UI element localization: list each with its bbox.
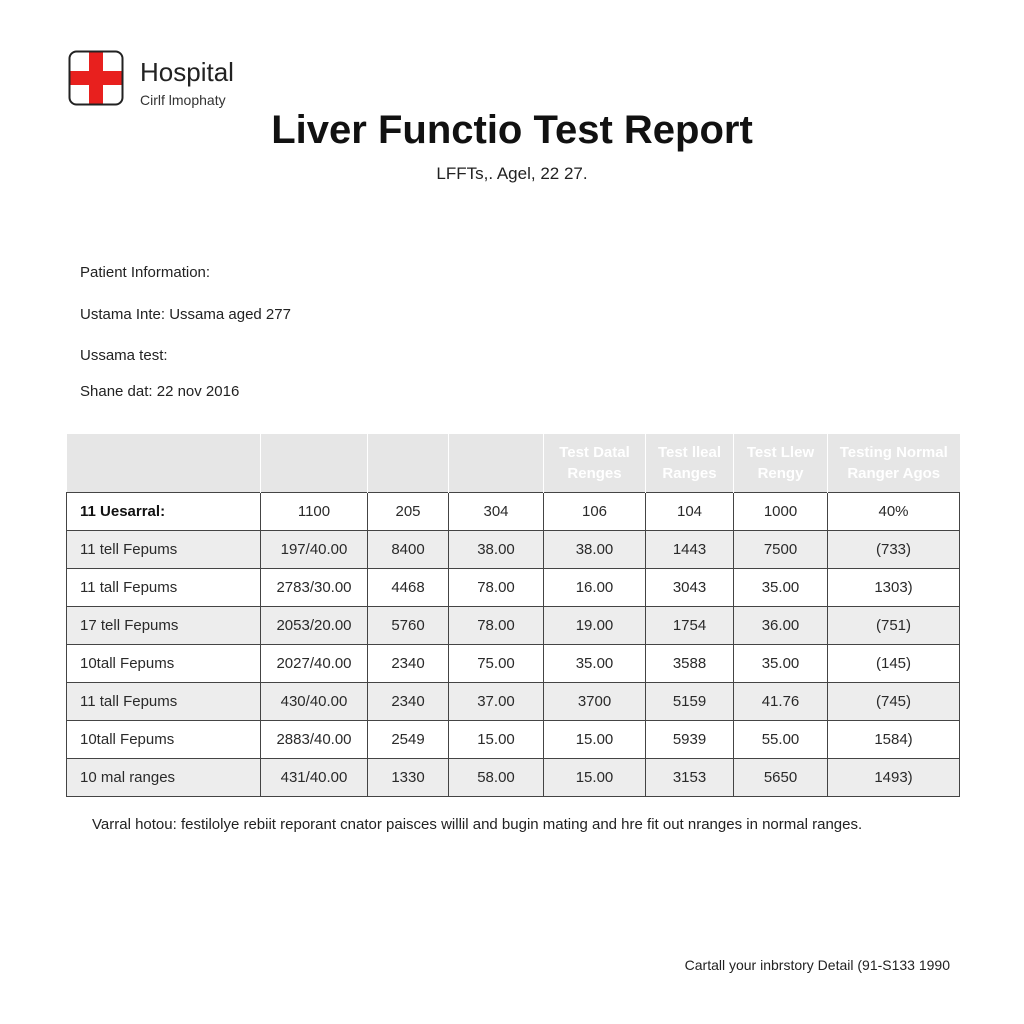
table-cell: 4468 [368, 569, 449, 607]
table-cell: 104 [646, 493, 734, 531]
header-cell [449, 434, 544, 493]
table-cell: 1493) [828, 759, 960, 797]
table-cell: 10 mal ranges [67, 759, 261, 797]
red-cross-icon [68, 50, 124, 106]
table-cell: 58.00 [449, 759, 544, 797]
table-cell: 3153 [646, 759, 734, 797]
table-cell: 2783/30.00 [261, 569, 368, 607]
table-cell: (733) [828, 531, 960, 569]
table-cell: 55.00 [734, 721, 828, 759]
table-cell: 5159 [646, 683, 734, 721]
table-cell: 2549 [368, 721, 449, 759]
table-row [67, 721, 960, 759]
table-cell: 36.00 [734, 607, 828, 645]
table-cell: 11 tall Fepums [67, 569, 261, 607]
table-cell: 205 [368, 493, 449, 531]
table-cell: 15.00 [449, 721, 544, 759]
table-cell: 1443 [646, 531, 734, 569]
table-cell: 1754 [646, 607, 734, 645]
table-cell: (751) [828, 607, 960, 645]
hospital-name: Hospital [140, 57, 234, 87]
table-cell: 197/40.00 [261, 531, 368, 569]
table-cell: 2340 [368, 683, 449, 721]
table-cell: 3588 [646, 645, 734, 683]
table-row [67, 531, 960, 569]
table-header-row [67, 434, 960, 493]
table-cell: 38.00 [544, 531, 646, 569]
hospital-subtitle: Cirlf lmophaty [140, 92, 226, 108]
table-cell: 11 Uesarral: [67, 493, 261, 531]
table-cell: 2883/40.00 [261, 721, 368, 759]
patient-info-heading: Patient Information: [80, 264, 211, 281]
table-cell: 2340 [368, 645, 449, 683]
header-cell [67, 434, 261, 493]
table-cell: 78.00 [449, 569, 544, 607]
table-row [67, 645, 960, 683]
table-cell: 7500 [734, 531, 828, 569]
footer-contact: Cartall your inbrstory Detail (91-S133 1990 [684, 957, 950, 973]
header-cell [261, 434, 368, 493]
header-cell [368, 434, 449, 493]
table-row [67, 493, 960, 531]
table-cell: 15.00 [544, 721, 646, 759]
table-cell: 35.00 [734, 569, 828, 607]
patient-test-line: Ussama test: [80, 347, 168, 364]
table-cell: 16.00 [544, 569, 646, 607]
table-cell: 11 tell Fepums [67, 531, 261, 569]
table-row [67, 607, 960, 645]
table-row [67, 569, 960, 607]
header-cell: Testing Normal Ranger Agos [828, 434, 960, 493]
results-table [66, 434, 960, 797]
table-cell: 10tall Fepums [67, 721, 261, 759]
header-cell: Test lleal Ranges [646, 434, 734, 493]
table-cell: 35.00 [734, 645, 828, 683]
table-cell: 2027/40.00 [261, 645, 368, 683]
hospital-logo [68, 50, 240, 110]
table-cell: 1330 [368, 759, 449, 797]
table-row [67, 683, 960, 721]
patient-date-line: Shane dat: 22 nov 2016 [80, 383, 240, 400]
table-cell: 5650 [734, 759, 828, 797]
table-cell: 430/40.00 [261, 683, 368, 721]
table-cell: 40% [828, 493, 960, 531]
table-cell: 2053/20.00 [261, 607, 368, 645]
table-cell: 8400 [368, 531, 449, 569]
table-cell: 1303) [828, 569, 960, 607]
table-cell: 3700 [544, 683, 646, 721]
table-cell: 5939 [646, 721, 734, 759]
table-cell: 1000 [734, 493, 828, 531]
table-cell: (745) [828, 683, 960, 721]
table-cell: 431/40.00 [261, 759, 368, 797]
report-subtitle: LFFTs,. Agel, 22 27. [436, 164, 588, 183]
table-cell: 1584) [828, 721, 960, 759]
table-cell: 75.00 [449, 645, 544, 683]
table-cell: 78.00 [449, 607, 544, 645]
table-row [67, 759, 960, 797]
table-cell: 106 [544, 493, 646, 531]
report-note: Varral hotou: festilolye rebiit reporant cnator paisces willil and bugin mating and hre fit out nranges in normal ranges. [92, 816, 863, 833]
table-cell: 41.76 [734, 683, 828, 721]
table-cell: 11 tall Fepums [67, 683, 261, 721]
header-cell: Test Datal Renges [544, 434, 646, 493]
table-cell: 304 [449, 493, 544, 531]
table-cell: 15.00 [544, 759, 646, 797]
table-cell: 38.00 [449, 531, 544, 569]
table-cell: 3043 [646, 569, 734, 607]
table-cell: 1100 [261, 493, 368, 531]
table-cell: 17 tell Fepums [67, 607, 261, 645]
table-cell: (145) [828, 645, 960, 683]
table-cell: 5760 [368, 607, 449, 645]
table-cell: 10tall Fepums [67, 645, 261, 683]
report-title: Liver Functio Test Report [271, 108, 753, 152]
table-cell: 37.00 [449, 683, 544, 721]
patient-name-line: Ustama Inte: Ussama aged 277 [80, 306, 291, 323]
table-cell: 19.00 [544, 607, 646, 645]
header-cell: Test Llew Rengy [734, 434, 828, 493]
table-cell: 35.00 [544, 645, 646, 683]
